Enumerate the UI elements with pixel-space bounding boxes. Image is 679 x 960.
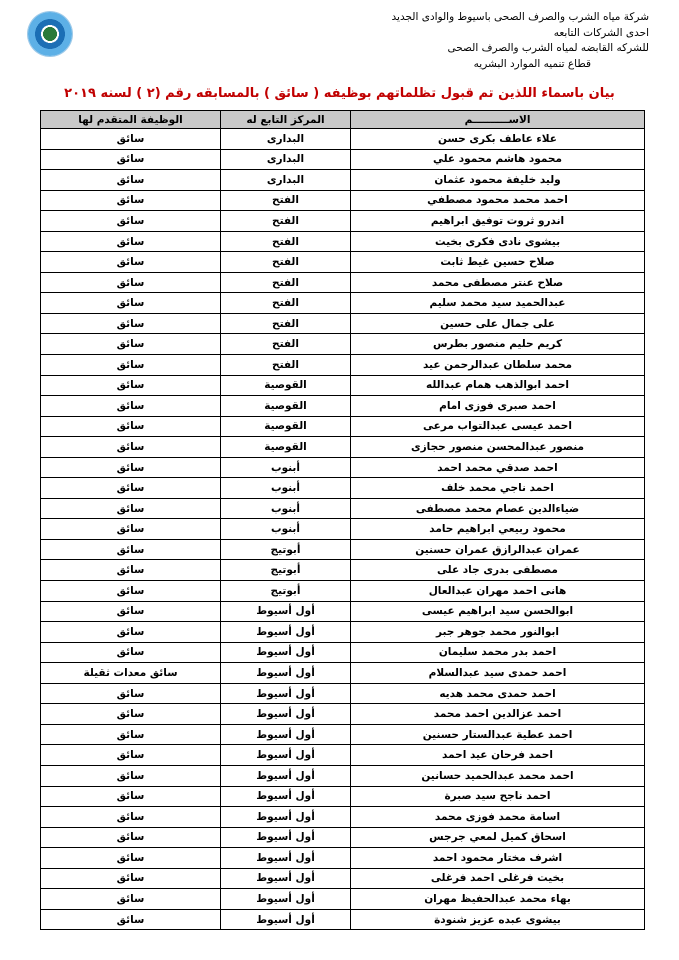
name-cell: اسامة محمد فوزى محمد (351, 807, 645, 828)
name-cell: اسحاق كميل لمعي جرجس (351, 827, 645, 848)
name-cell: كريم حليم منصور بطرس (351, 334, 645, 355)
name-cell: احمد حمدى محمد هديه (351, 683, 645, 704)
job-cell: سائق (41, 334, 221, 355)
table-row (41, 827, 645, 848)
company-logo-icon (28, 12, 72, 56)
center-cell: أول أسيوط (221, 745, 351, 766)
job-cell: سائق (41, 786, 221, 807)
table-row (41, 334, 645, 355)
table-row (41, 396, 645, 417)
name-cell: ابوالنور محمد جوهر جبر (351, 622, 645, 643)
letterhead-line: احدى الشركات التابعه (553, 26, 649, 39)
name-cell: احمد ناجح سيد صبرة (351, 786, 645, 807)
name-cell: احمد محمد عبدالحميد حسانين (351, 765, 645, 786)
center-cell: القوصية (221, 416, 351, 437)
name-cell: مصطفى بدرى جاد على (351, 560, 645, 581)
column-header-center: المركز التابع له (221, 111, 351, 129)
center-cell: الفتح (221, 190, 351, 211)
name-cell: بيشوى عبده عزيز شنودة (351, 909, 645, 930)
center-cell: البدارى (221, 170, 351, 191)
table-row (41, 745, 645, 766)
name-cell: احمد فرحان عيد احمد (351, 745, 645, 766)
center-cell: أول أسيوط (221, 765, 351, 786)
table-row (41, 724, 645, 745)
job-cell: سائق (41, 724, 221, 745)
table-row (41, 519, 645, 540)
job-cell: سائق (41, 539, 221, 560)
table-row (41, 622, 645, 643)
table-row (41, 498, 645, 519)
table-row (41, 416, 645, 437)
letterhead (392, 10, 649, 72)
name-cell: اندرو ثروت توفيق ابراهيم (351, 211, 645, 232)
name-cell: بيشوى نادى فكرى بخيت (351, 231, 645, 252)
job-cell: سائق (41, 313, 221, 334)
table-row (41, 909, 645, 930)
job-cell: سائق (41, 231, 221, 252)
center-cell: أبنوب (221, 498, 351, 519)
job-cell: سائق (41, 519, 221, 540)
job-cell: سائق (41, 149, 221, 170)
center-cell: أبوتيج (221, 539, 351, 560)
center-cell: أول أسيوط (221, 868, 351, 889)
table-row (41, 786, 645, 807)
job-cell: سائق (41, 375, 221, 396)
table-row (41, 231, 645, 252)
job-cell: سائق (41, 827, 221, 848)
job-cell: سائق (41, 416, 221, 437)
name-cell: بخيت فرغلى احمد فرغلى (351, 868, 645, 889)
center-cell: أول أسيوط (221, 909, 351, 930)
name-cell: احمد محمد محمود مصطفي (351, 190, 645, 211)
center-cell: أول أسيوط (221, 848, 351, 869)
name-cell: محمود هاشم محمود علي (351, 149, 645, 170)
name-cell: احمد صدقي محمد احمد (351, 457, 645, 478)
letterhead-line: قطاع تنميه الموارد البشريه (473, 57, 591, 70)
letterhead-line: للشركه القابضه لمياه الشرب والصرف الصحى (447, 42, 649, 54)
name-cell: احمد حمدى سيد عبدالسلام (351, 663, 645, 684)
center-cell: أبنوب (221, 457, 351, 478)
job-cell: سائق (41, 601, 221, 622)
center-cell: أول أسيوط (221, 642, 351, 663)
name-cell: بهاء محمد عبدالحفيظ مهران (351, 889, 645, 910)
name-cell: احمد عطية عبدالستار حسنين (351, 724, 645, 745)
name-cell: هانى احمد مهران عبدالعال (351, 581, 645, 602)
name-cell: احمد ابوالذهب همام عبدالله (351, 375, 645, 396)
name-cell: عبدالحميد سيد محمد سليم (351, 293, 645, 314)
job-cell: سائق (41, 498, 221, 519)
job-cell: سائق (41, 190, 221, 211)
table-row (41, 457, 645, 478)
job-cell: سائق معدات ثقيلة (41, 663, 221, 684)
name-cell: احمد عيسى عبدالتواب مرعى (351, 416, 645, 437)
job-cell: سائق (41, 355, 221, 376)
table-row (41, 807, 645, 828)
table-header-row (41, 111, 645, 129)
table-row (41, 437, 645, 458)
table-row (41, 848, 645, 869)
table-row (41, 375, 645, 396)
table-row (41, 868, 645, 889)
job-cell: سائق (41, 396, 221, 417)
center-cell: أول أسيوط (221, 807, 351, 828)
center-cell: الفتح (221, 355, 351, 376)
center-cell: الفتح (221, 252, 351, 273)
table-row (41, 642, 645, 663)
column-header-name: الاســــــــــم (351, 111, 645, 129)
job-cell: سائق (41, 252, 221, 273)
job-cell: سائق (41, 272, 221, 293)
job-cell: سائق (41, 622, 221, 643)
center-cell: الفتح (221, 231, 351, 252)
document-title: بيان باسماء اللذين تم قبول تظلماتهم بوظيفه ( سائق ) بالمسابقه رقم (٢ ) لسنه ٢٠١٩ (64, 86, 615, 101)
center-cell: أول أسيوط (221, 663, 351, 684)
table-row (41, 539, 645, 560)
job-cell: سائق (41, 170, 221, 191)
table-row (41, 190, 645, 211)
center-cell: الفتح (221, 272, 351, 293)
center-cell: البدارى (221, 149, 351, 170)
table-row (41, 581, 645, 602)
name-cell: صلاح عنتر مصطفى محمد (351, 272, 645, 293)
table-row (41, 293, 645, 314)
table-row (41, 683, 645, 704)
job-cell: سائق (41, 293, 221, 314)
table-row (41, 313, 645, 334)
table-row (41, 560, 645, 581)
name-cell: محمد سلطان عبدالرحمن عيد (351, 355, 645, 376)
name-cell: علاء عاطف بكرى حسن (351, 129, 645, 150)
job-cell: سائق (41, 642, 221, 663)
job-cell: سائق (41, 478, 221, 499)
center-cell: الفتح (221, 293, 351, 314)
table-row (41, 272, 645, 293)
job-cell: سائق (41, 581, 221, 602)
table-row (41, 355, 645, 376)
job-cell: سائق (41, 457, 221, 478)
center-cell: أول أسيوط (221, 889, 351, 910)
center-cell: الفتح (221, 211, 351, 232)
job-cell: سائق (41, 560, 221, 581)
table-row (41, 663, 645, 684)
job-cell: سائق (41, 437, 221, 458)
table-row (41, 704, 645, 725)
job-cell: سائق (41, 889, 221, 910)
center-cell: الفتح (221, 334, 351, 355)
table-row (41, 765, 645, 786)
name-cell: اشرف مختار محمود احمد (351, 848, 645, 869)
name-cell: منصور عبدالمحسن منصور حجازى (351, 437, 645, 458)
center-cell: البدارى (221, 129, 351, 150)
table-row (41, 129, 645, 150)
name-cell: صلاح حسين غيط ثابت (351, 252, 645, 273)
table-row (41, 252, 645, 273)
job-cell: سائق (41, 683, 221, 704)
name-cell: ضياءالدين عصام محمد مصطفى (351, 498, 645, 519)
table-row (41, 211, 645, 232)
table-row (41, 478, 645, 499)
job-cell: سائق (41, 807, 221, 828)
center-cell: الفتح (221, 313, 351, 334)
name-cell: احمد عزالدين احمد محمد (351, 704, 645, 725)
job-cell: سائق (41, 765, 221, 786)
table-row (41, 601, 645, 622)
center-cell: القوصية (221, 437, 351, 458)
job-cell: سائق (41, 704, 221, 725)
name-cell: على جمال على حسين (351, 313, 645, 334)
job-cell: سائق (41, 868, 221, 889)
center-cell: أبوتيج (221, 581, 351, 602)
name-cell: عمران عبدالرازق عمران حسنين (351, 539, 645, 560)
letterhead-line: شركة مياه الشرب والصرف الصحى باسيوط والوادى الجديد (391, 11, 649, 23)
job-cell: سائق (41, 745, 221, 766)
name-cell: احمد بدر محمد سليمان (351, 642, 645, 663)
name-cell: احمد صبرى فوزى امام (351, 396, 645, 417)
job-cell: سائق (41, 909, 221, 930)
name-cell: احمد ناجي محمد خلف (351, 478, 645, 499)
job-cell: سائق (41, 848, 221, 869)
center-cell: أول أسيوط (221, 601, 351, 622)
center-cell: أبنوب (221, 478, 351, 499)
name-cell: محمود ربيعي ابراهيم حامد (351, 519, 645, 540)
center-cell: أول أسيوط (221, 827, 351, 848)
center-cell: أول أسيوط (221, 786, 351, 807)
candidates-table (40, 110, 645, 930)
table-row (41, 889, 645, 910)
table-row (41, 149, 645, 170)
name-cell: ابوالحسن سيد ابراهيم عيسى (351, 601, 645, 622)
center-cell: أول أسيوط (221, 683, 351, 704)
name-cell: وليد خليفة محمود عثمان (351, 170, 645, 191)
center-cell: القوصية (221, 396, 351, 417)
center-cell: أول أسيوط (221, 724, 351, 745)
center-cell: أبنوب (221, 519, 351, 540)
center-cell: أول أسيوط (221, 704, 351, 725)
center-cell: أول أسيوط (221, 622, 351, 643)
job-cell: سائق (41, 211, 221, 232)
column-header-job: الوظيفة المتقدم لها (41, 111, 221, 129)
center-cell: أبوتيج (221, 560, 351, 581)
center-cell: القوصية (221, 375, 351, 396)
table-row (41, 170, 645, 191)
job-cell: سائق (41, 129, 221, 150)
